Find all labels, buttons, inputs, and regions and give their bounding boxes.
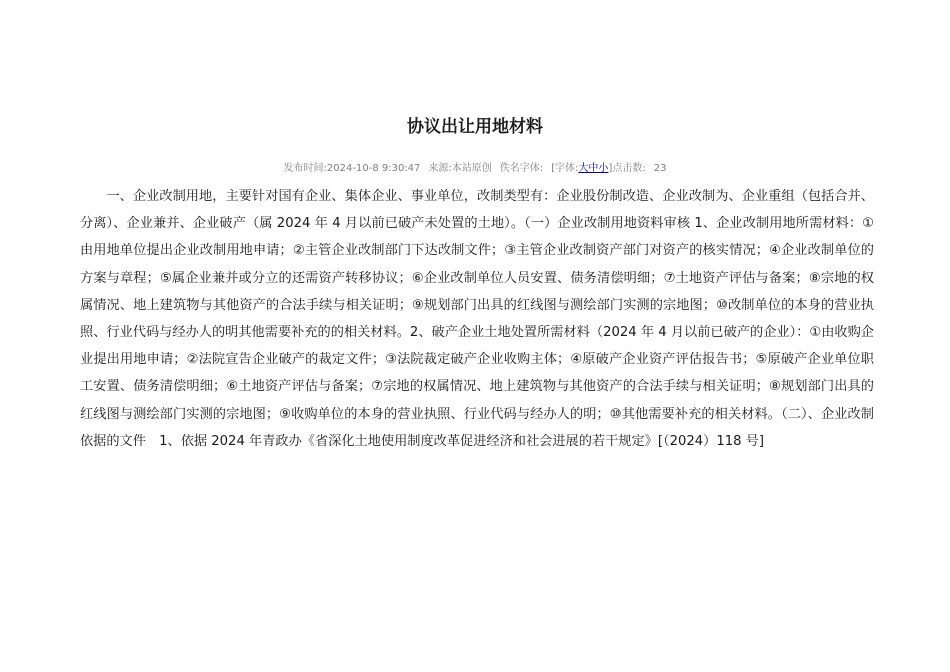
clicks-label: 点击数: xyxy=(612,163,646,174)
source-value: 本站原创 xyxy=(451,163,492,174)
clicks-count: 23 xyxy=(653,163,667,174)
article-body: 一、企业改制用地，主要针对国有企业、集体企业、事业单位，改制类型有：企业股份制改造、企业改制为、企业重组（包括合并、分离）、企业兼并、企业破产（属 2024 年 4 月以前已破产未处置的土地）。（一）企业改制用地资料审核 1、企业改制用地所需材料：①由用地单位提出企业改制用地申请；②主管企业改制部门下达改制文件；③主管企业改制资产部门对资产的核实情况；④企业改制单位的方案与章程；⑤属企业兼并或分立的还需资产转移协议；⑥企业改制单位人员安置、债务清偿明细；⑦土地资产评估与备案；⑧宗地的权属情况、地上建筑物与其他资产的合法手续与相关证明；⑨规划部门出具的红线图与测绘部门实测的宗地图；⑩改制单位的本身的营业执照、行业代码与经办人的明其他需要补充的的相关材料。2、破产企业土地处置所需材料（2024 年 4 月以前已破产的企业）：①由收购企业提出用地申请；②法院宣告企业破产的裁定文件；③法院裁定破产企业收购主体；④原破产企业资产评估报告书；⑤原破产企业单位职工安置、债务清偿明细；⑥土地资产评估与备案；⑦宗地的权属情况、地上建筑物与其他资产的合法手续与相关证明；⑧规划部门出具的红线图与测绘部门实测的宗地图；⑨收购单位的本身的营业执照、行业代码与经办人的明；⑩其他需要补充的相关材料。（二）、企业改制依据的文件 1、依据 2024 年青政办《省深化土地使用制度改革促进经济和社会进展的若干规定》[（2024）118 号] xyxy=(80,189,874,449)
font-size-links[interactable]: 大中小 xyxy=(578,163,609,174)
article-meta xyxy=(0,161,950,177)
source-label: 来源: xyxy=(428,163,452,174)
font-label: 字体: xyxy=(519,163,544,174)
article-title: 协议出让用地材料 xyxy=(407,117,543,137)
font-suffix: ] xyxy=(608,163,613,174)
publish-time: 2024-10-8 9:30:47 xyxy=(326,163,421,174)
publish-label: 发布时间: xyxy=(283,163,327,174)
author-label: 佚名 xyxy=(499,163,520,174)
font-prefix: [字体: xyxy=(551,163,579,174)
